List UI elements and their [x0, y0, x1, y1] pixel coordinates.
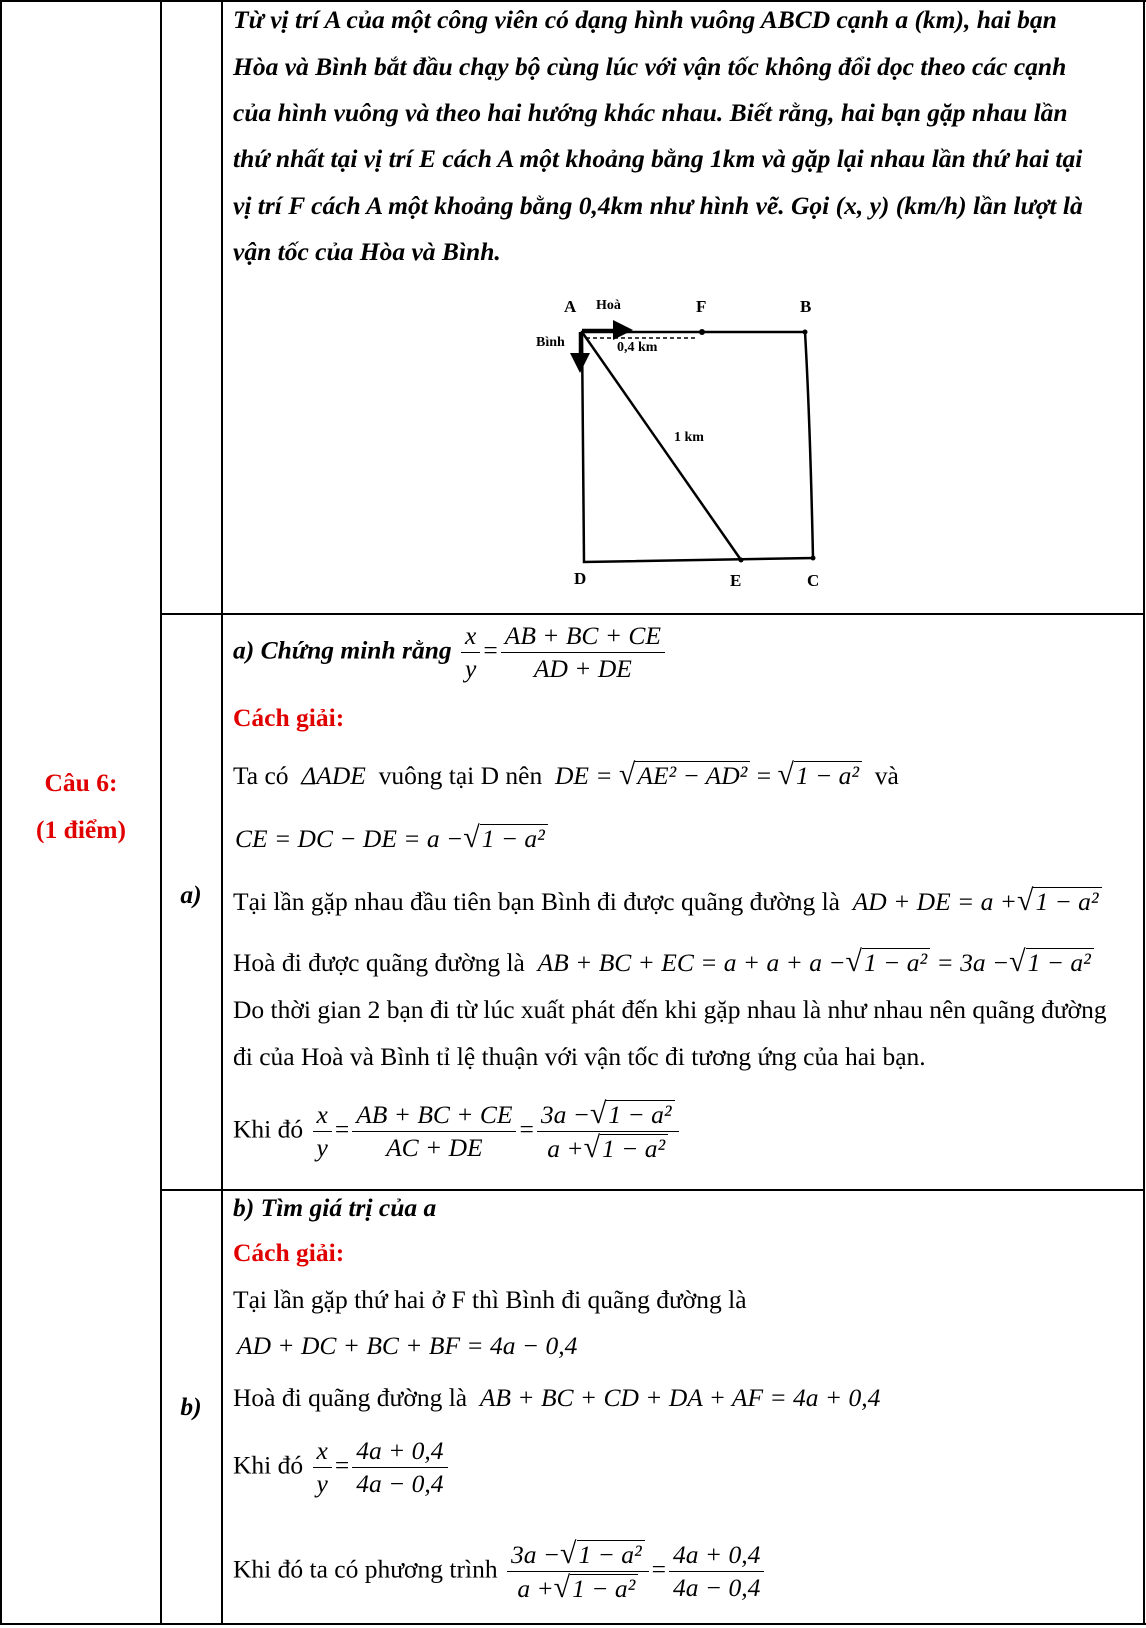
square-outline	[582, 332, 813, 562]
label-af-length: 0,4 km	[617, 340, 658, 355]
part-b-line-equation: Khi đó ta có phương trình $\frac{\text{3a −√1 − a²}}{\text{a +√1 − a²}}$ = $\frac{4a + 0,4}{4a - 0,4}$	[233, 1538, 767, 1605]
part-a-line-do-2: đi của Hoà và Bình tỉ lệ thuận với vận tốc đi tương ứng của hai bạn.	[233, 1042, 926, 1071]
part-b-label: b)	[180, 1392, 202, 1421]
label-binh: Bình	[536, 335, 565, 350]
table-border-right	[1143, 0, 1145, 1625]
part-b-line-2: AD + DC + BC + BF = 4a − 0,4	[237, 1331, 578, 1360]
part-a-line-de: Ta có ΔADE vuông tại D nên DE = √AE² − AD² = √1 − a² và	[233, 758, 899, 791]
point-f	[699, 329, 705, 335]
part-a-line-do-1: Do thời gian 2 bạn đi từ lúc xuất phát đến khi gặp nhau là như nhau nên quãng đường	[233, 995, 1107, 1024]
part-a-line-hoa: Hoà đi được quãng đường là AB + BC + EC = a + a + a −√1 − a² = 3a −√1 − a²	[233, 947, 1094, 978]
part-a-line-khido: Khi đó $\frac{x}{y}$ = $\frac{AB + BC + CE}{AC + DE}$ = $\frac{\text{3a −√1 − a²}}{\text{a +√1 − a²}}$	[233, 1098, 682, 1165]
part-b-line-1: Tại lần gặp thứ hai ở F thì Bình đi quãng đường là	[233, 1285, 747, 1314]
part-a-line-ce: CE = DC − DE = a −√1 − a²	[235, 823, 548, 854]
table-col-divider-1	[160, 0, 162, 1625]
problem-line: thứ nhất tại vị trí E cách A một khoảng bằng 1km và gặp lại nhau lần thứ hai tại	[233, 144, 1083, 173]
part-a-line-binh: Tại lần gặp nhau đầu tiên bạn Bình đi được quãng đường là AD + DE = a +√1 − a²	[233, 886, 1102, 917]
problem-line: vị trí F cách A một khoảng bằng 0,4km như hình vẽ. Gọi (x, y) (km/h) lần lượt là	[233, 191, 1083, 220]
label-a: A	[564, 298, 577, 316]
label-hoa: Hoà	[596, 298, 621, 313]
table-col-divider-2	[221, 0, 223, 1625]
part-a-solution-heading: Cách giải:	[233, 703, 345, 732]
problem-line: vận tốc của Hòa và Bình.	[233, 237, 501, 266]
table-border-bottom	[0, 1623, 1146, 1625]
part-b-line-khido: Khi đó $\frac{x}{y}$ = $\frac{4a + 0,4}{4a - 0,4}$	[233, 1435, 451, 1500]
point-c	[811, 556, 816, 561]
table-border-left	[0, 0, 2, 1625]
point-b	[803, 330, 808, 335]
label-e: E	[730, 571, 742, 590]
label-ae-length: 1 km	[674, 430, 704, 445]
table-row-divider-1	[160, 613, 1145, 615]
label-b: B	[800, 298, 812, 316]
problem-line: Hòa và Bình bắt đầu chạy bộ cùng lúc với vận tốc không đổi dọc theo các cạnh	[233, 52, 1067, 81]
label-f: F	[696, 298, 707, 316]
question-label: Câu 6:	[44, 768, 118, 797]
part-b-prompt: b) Tìm giá trị của a	[233, 1193, 437, 1222]
segment-ae	[582, 332, 741, 560]
question-points: (1 điểm)	[36, 815, 126, 844]
part-a-label: a)	[180, 880, 202, 909]
part-a-prompt: a) Chứng minh rằng $\frac{x}{y}$ = $\frac{AB + BC + CE}{AD + DE}$	[233, 620, 668, 685]
part-b-solution-heading: Cách giải:	[233, 1238, 345, 1267]
label-d: D	[574, 569, 587, 588]
point-e	[739, 558, 744, 563]
problem-line: của hình vuông và theo hai hướng khác nhau. Biết rằng, hai bạn gặp nhau lần	[233, 98, 1068, 127]
label-c: C	[807, 571, 820, 590]
square-diagram	[520, 298, 850, 590]
part-b-line-hoa: Hoà đi quãng đường là AB + BC + CD + DA + AF = 4a + 0,4	[233, 1383, 881, 1412]
table-border-top	[0, 0, 1146, 2]
table-row-divider-2	[160, 1189, 1145, 1191]
problem-line: Từ vị trí A của một công viên có dạng hình vuông ABCD cạnh a (km), hai bạn	[233, 5, 1057, 34]
